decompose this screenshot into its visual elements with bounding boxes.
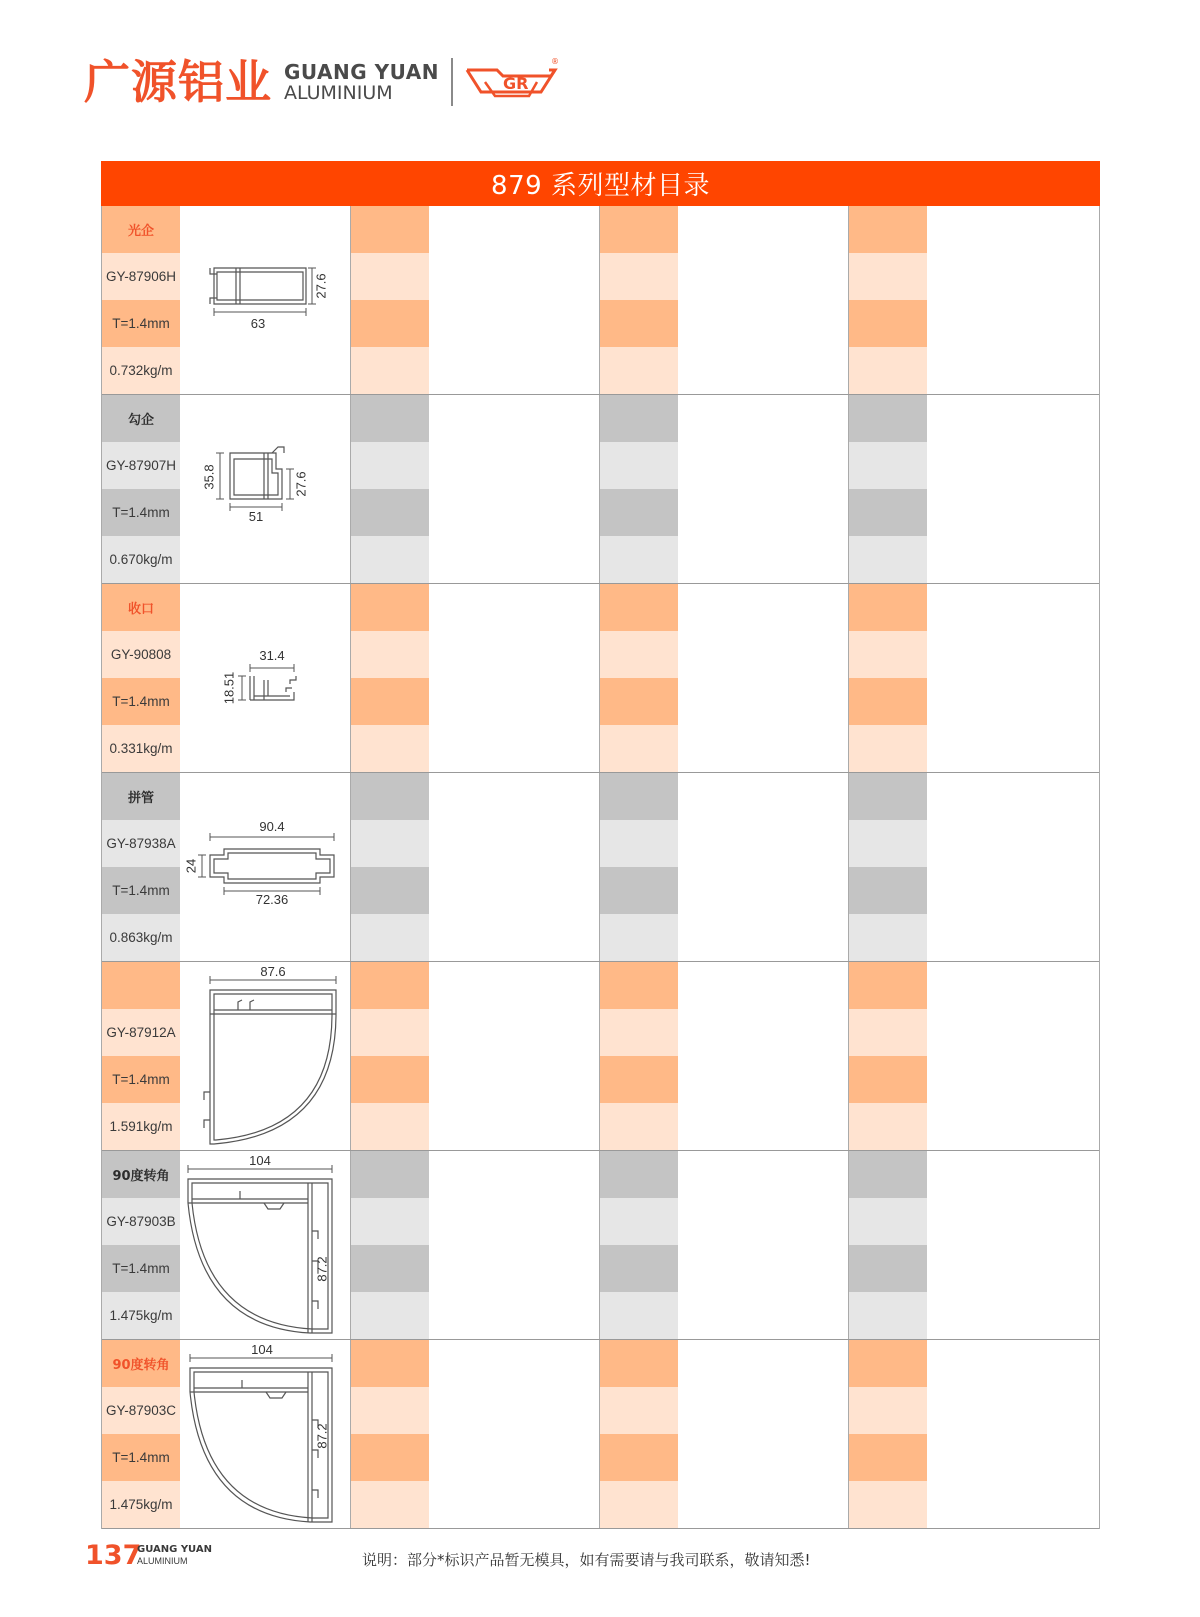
product-code: GY-90808 (102, 631, 180, 678)
product-info (849, 1151, 927, 1339)
product-cell (600, 1340, 849, 1528)
profile-drawing (429, 773, 599, 961)
product-info (102, 1340, 180, 1528)
product-thickness (600, 1245, 678, 1292)
catalog-title-bar (101, 161, 1100, 206)
product-name: 90度转角 (102, 1151, 180, 1198)
product-name (351, 1151, 429, 1198)
product-name (849, 584, 927, 631)
dimension-label: 90.4 (259, 819, 285, 834)
product-weight (849, 725, 927, 772)
product-weight: 0.331kg/m (102, 725, 180, 772)
product-name (849, 1151, 927, 1198)
product-thickness (351, 678, 429, 725)
profile-drawing (927, 962, 1098, 1150)
product-weight: 1.591kg/m (102, 1103, 180, 1150)
product-info (102, 584, 180, 772)
footer-brand (137, 1545, 212, 1566)
product-code (351, 820, 429, 867)
profile-drawing (927, 773, 1098, 961)
product-thickness (849, 1245, 927, 1292)
profile-drawing (180, 395, 350, 583)
product-code: GY-87938A (102, 820, 180, 867)
product-name (102, 962, 180, 1009)
profile-drawing (678, 395, 848, 583)
product-weight (351, 914, 429, 961)
product-info (600, 206, 678, 394)
product-info (600, 1151, 678, 1339)
dimension-label: 31.4 (259, 648, 285, 663)
product-info (849, 962, 927, 1150)
product-cell (102, 584, 351, 772)
product-cell (849, 1151, 1098, 1339)
dimension-label: 87.2 (314, 1256, 330, 1282)
product-name (849, 395, 927, 442)
product-weight: 1.475kg/m (102, 1292, 180, 1339)
product-name: 90度转角 (102, 1340, 180, 1387)
profile-drawing (180, 584, 350, 772)
product-info (600, 584, 678, 772)
product-thickness: T=1.4mm (102, 1245, 180, 1292)
product-weight: 0.863kg/m (102, 914, 180, 961)
product-thickness (351, 1434, 429, 1481)
product-weight (351, 725, 429, 772)
product-code (849, 253, 927, 300)
product-name (849, 962, 927, 1009)
profile-drawing (678, 962, 848, 1150)
product-thickness (351, 867, 429, 914)
product-info (849, 206, 927, 394)
profile-drawing (927, 584, 1098, 772)
product-thickness: T=1.4mm (102, 300, 180, 347)
product-info (351, 1340, 429, 1528)
profile-svg (180, 1340, 350, 1528)
product-cell (102, 1340, 351, 1528)
product-info (600, 962, 678, 1150)
profile-svg (180, 206, 350, 394)
product-cell (351, 584, 600, 772)
product-info (351, 1151, 429, 1339)
profile-drawing (678, 206, 848, 394)
product-thickness (849, 678, 927, 725)
product-weight (600, 347, 678, 394)
product-info (351, 962, 429, 1150)
product-weight (849, 347, 927, 394)
product-code (351, 1387, 429, 1434)
product-thickness (600, 678, 678, 725)
product-info (102, 1151, 180, 1339)
brand-logo-text: GR (502, 74, 529, 93)
product-cell (600, 584, 849, 772)
catalog-row (102, 1151, 1099, 1340)
product-code: GY-87903C (102, 1387, 180, 1434)
product-code (849, 1009, 927, 1056)
profile-drawing (429, 962, 599, 1150)
product-thickness (849, 1434, 927, 1481)
product-thickness: T=1.4mm (102, 678, 180, 725)
dimension-label: 63 (250, 316, 266, 331)
product-code (849, 820, 927, 867)
product-info (849, 773, 927, 961)
product-code: GY-87907H (102, 442, 180, 489)
product-code (600, 1198, 678, 1245)
catalog-row (102, 206, 1099, 395)
product-name (600, 773, 678, 820)
profile-drawing (429, 584, 599, 772)
product-thickness (849, 867, 927, 914)
product-thickness (351, 1245, 429, 1292)
product-thickness (849, 1056, 927, 1103)
product-info (849, 584, 927, 772)
product-weight (600, 1103, 678, 1150)
product-info (849, 1340, 927, 1528)
profile-drawing (927, 395, 1098, 583)
brand-name-cn: 广源铝业 (84, 55, 272, 109)
product-cell (849, 1340, 1098, 1528)
product-thickness (600, 1434, 678, 1481)
profile-drawing (927, 206, 1098, 394)
profile-svg (180, 395, 350, 583)
product-name (351, 395, 429, 442)
product-thickness (600, 489, 678, 536)
product-code (351, 253, 429, 300)
dimension-label: 51 (248, 509, 264, 524)
product-name (600, 395, 678, 442)
product-thickness (600, 867, 678, 914)
profile-drawing (180, 773, 350, 961)
product-name: 收口 (102, 584, 180, 631)
brand-separator (451, 58, 453, 106)
product-code (600, 631, 678, 678)
product-cell (849, 395, 1098, 583)
profile-drawing (429, 395, 599, 583)
product-cell (102, 773, 351, 961)
product-info (102, 962, 180, 1150)
product-weight (849, 1103, 927, 1150)
product-info (102, 773, 180, 961)
product-code (849, 1198, 927, 1245)
profile-drawing (180, 1340, 350, 1528)
product-name (351, 584, 429, 631)
product-info (600, 395, 678, 583)
product-cell (351, 395, 600, 583)
dimension-label: 72.36 (255, 892, 289, 907)
brand-name-en (284, 61, 439, 104)
product-thickness: T=1.4mm (102, 1434, 180, 1481)
product-weight (849, 1481, 927, 1528)
product-info (351, 206, 429, 394)
product-code (351, 631, 429, 678)
product-weight (600, 725, 678, 772)
product-weight (849, 1292, 927, 1339)
dimension-label: 27.6 (293, 471, 309, 497)
product-code (600, 1387, 678, 1434)
product-code (351, 1198, 429, 1245)
product-weight (351, 1292, 429, 1339)
product-cell (102, 395, 351, 583)
product-name (600, 584, 678, 631)
product-cell (102, 206, 351, 394)
profile-drawing (678, 1151, 848, 1339)
product-weight (600, 536, 678, 583)
product-code (600, 253, 678, 300)
brand-name-en-line2: ALUMINIUM (284, 81, 393, 104)
product-code: GY-87906H (102, 253, 180, 300)
product-cell (849, 206, 1098, 394)
product-weight (351, 347, 429, 394)
product-weight (600, 914, 678, 961)
product-info (102, 206, 180, 394)
profile-drawing (927, 1151, 1098, 1339)
product-cell (102, 1151, 351, 1339)
brand-logo-icon (463, 56, 559, 108)
product-info (351, 773, 429, 961)
product-cell (351, 773, 600, 961)
dimension-label: 24 (183, 858, 199, 874)
profile-drawing (927, 1340, 1098, 1528)
dimension-label: 27.6 (313, 273, 329, 299)
product-code (849, 1387, 927, 1434)
product-weight (600, 1481, 678, 1528)
dimension-label: 18.51 (221, 671, 237, 705)
product-cell (102, 962, 351, 1150)
dimension-label: 87.6 (260, 964, 286, 979)
product-weight: 1.475kg/m (102, 1481, 180, 1528)
product-cell (849, 962, 1098, 1150)
product-cell (600, 773, 849, 961)
dimension-label: 35.8 (201, 464, 217, 490)
brand-name-en-line1: GUANG YUAN (284, 59, 439, 84)
profile-drawing (429, 1340, 599, 1528)
product-cell (600, 1151, 849, 1339)
product-cell (351, 962, 600, 1150)
product-cell (351, 1151, 600, 1339)
profile-drawing (429, 206, 599, 394)
profile-drawing (180, 206, 350, 394)
registered-mark: ® (550, 57, 559, 66)
dimension-label: 87.2 (314, 1423, 330, 1449)
product-thickness: T=1.4mm (102, 1056, 180, 1103)
product-weight (351, 1103, 429, 1150)
product-info (102, 395, 180, 583)
profile-drawing (678, 1340, 848, 1528)
catalog-grid (101, 206, 1100, 1529)
profile-svg (180, 962, 350, 1150)
product-info (600, 773, 678, 961)
profile-svg (180, 584, 350, 772)
product-name (351, 206, 429, 253)
product-thickness (351, 489, 429, 536)
dimension-label: 104 (249, 1153, 271, 1168)
profile-drawing (429, 1151, 599, 1339)
product-cell (351, 1340, 600, 1528)
catalog-row (102, 1340, 1099, 1529)
product-code (600, 1009, 678, 1056)
product-info (351, 584, 429, 772)
profile-svg (180, 773, 350, 961)
product-cell (600, 395, 849, 583)
dimension-label: 104 (251, 1342, 273, 1357)
product-cell (849, 773, 1098, 961)
product-name (351, 1340, 429, 1387)
product-cell (600, 206, 849, 394)
product-name (600, 1340, 678, 1387)
product-thickness (849, 489, 927, 536)
product-code (351, 1009, 429, 1056)
product-weight (849, 914, 927, 961)
product-weight (849, 536, 927, 583)
product-code: GY-87912A (102, 1009, 180, 1056)
profile-drawing (678, 584, 848, 772)
product-name (849, 1340, 927, 1387)
product-name (600, 1151, 678, 1198)
product-weight (600, 1292, 678, 1339)
product-cell (600, 962, 849, 1150)
catalog-row (102, 395, 1099, 584)
footer-note: 说明：部分*标识产品暂无模具，如有需要请与我司联系，敬请知悉! (362, 1551, 811, 1569)
product-info (351, 395, 429, 583)
product-thickness (600, 300, 678, 347)
product-cell (351, 206, 600, 394)
product-name: 勾企 (102, 395, 180, 442)
catalog-title: 879 系列型材目录 (491, 171, 710, 201)
product-info (849, 395, 927, 583)
product-code (849, 631, 927, 678)
product-code (351, 442, 429, 489)
product-thickness (351, 300, 429, 347)
catalog-row (102, 773, 1099, 962)
product-name (351, 962, 429, 1009)
product-code: GY-87903B (102, 1198, 180, 1245)
product-weight: 0.732kg/m (102, 347, 180, 394)
product-cell (849, 584, 1098, 772)
product-name: 拼管 (102, 773, 180, 820)
product-name (600, 206, 678, 253)
product-thickness (351, 1056, 429, 1103)
product-name (849, 773, 927, 820)
profile-drawing (180, 962, 350, 1150)
profile-drawing (180, 1151, 350, 1339)
product-weight (351, 1481, 429, 1528)
footer-brand-line1: GUANG YUAN (137, 1544, 212, 1555)
product-code (849, 442, 927, 489)
page-number: 137 (85, 1540, 142, 1571)
product-weight (351, 536, 429, 583)
catalog-table (101, 161, 1100, 1529)
product-name (849, 206, 927, 253)
product-thickness (600, 1056, 678, 1103)
catalog-row (102, 962, 1099, 1151)
catalog-row (102, 584, 1099, 773)
product-code (600, 442, 678, 489)
product-info (600, 1340, 678, 1528)
footer-brand-line2: ALUMINIUM (137, 1556, 188, 1566)
profile-drawing (678, 773, 848, 961)
product-name: 光企 (102, 206, 180, 253)
product-thickness: T=1.4mm (102, 489, 180, 536)
profile-svg (180, 1151, 350, 1339)
product-name (351, 773, 429, 820)
product-code (600, 820, 678, 867)
product-weight: 0.670kg/m (102, 536, 180, 583)
brand-header (84, 52, 559, 112)
product-name (600, 962, 678, 1009)
product-thickness: T=1.4mm (102, 867, 180, 914)
product-thickness (849, 300, 927, 347)
